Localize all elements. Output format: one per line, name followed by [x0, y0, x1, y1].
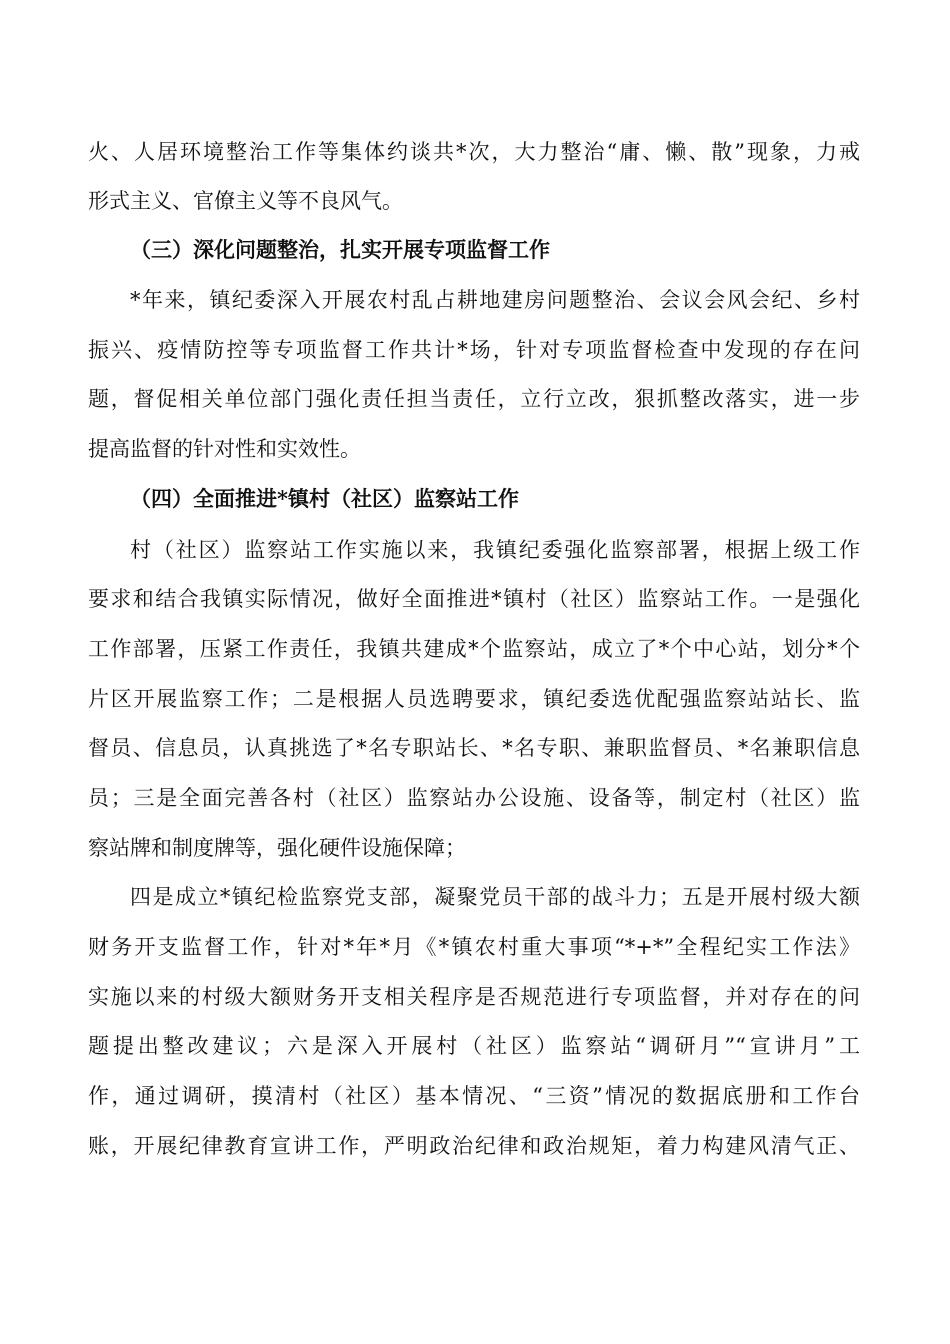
paragraph-2-line-4: 提高监督的针对性和实效性。: [88, 437, 361, 461]
paragraph-3-line-5: 督员、信息员，认真挑选了*名专职站长、*名专职、兼职监督员、*名兼职信息: [88, 736, 860, 760]
paragraph-3-line-3: 工作部署，压紧工作责任，我镇共建成*个监察站，成立了*个中心站，划分*个: [88, 637, 860, 661]
paragraph-4-line-1: 四是成立*镇纪检监察党支部，凝聚党员干部的战斗力；五是开展村级大额: [130, 885, 860, 909]
paragraph-2-line-3: 题，督促相关单位部门强化责任担当责任，立行立改，狠抓整改落实，进一步: [88, 387, 860, 411]
paragraph-1-line-1: 火、人居环境整治工作等集体约谈共*次，大力整治“庸、懒、散”现象，力戒: [88, 140, 860, 164]
section-heading-4: （四）全面推进*镇村（社区）监察站工作: [130, 486, 519, 511]
paragraph-4-line-3: 实施以来的村级大额财务开支相关程序是否规范进行专项监督，并对存在的问: [88, 985, 860, 1009]
paragraph-1-line-2: 形式主义、官僚主义等不良风气。: [88, 189, 403, 213]
paragraph-4-line-4: 题提出整改建议；六是深入开展村（社区）监察站“调研月”“宣讲月”工: [88, 1034, 860, 1058]
paragraph-2-line-2: 振兴、疫情防控等专项监督工作共计*场，针对专项监督检查中发现的存在问: [88, 338, 860, 362]
paragraph-4-line-5: 作，通过调研，摸清村（社区）基本情况、“三资”情况的数据底册和工作台: [88, 1084, 860, 1108]
paragraph-3-line-2: 要求和结合我镇实际情况，做好全面推进*镇村（社区）监察站工作。一是强化: [88, 587, 860, 611]
paragraph-3-line-7: 察站牌和制度牌等，强化硬件设施保障；: [88, 836, 466, 860]
paragraph-4-line-2: 财务开支监督工作，针对*年*月《*镇农村重大事项“*+*”全程纪实工作法》: [88, 935, 860, 959]
paragraph-3-line-6: 员；三是全面完善各村（社区）监察站办公设施、设备等，制定村（社区）监: [88, 786, 860, 810]
section-heading-3: （三）深化问题整治，扎实开展专项监督工作: [130, 237, 550, 262]
paragraph-3-line-1: 村（社区）监察站工作实施以来，我镇纪委强化监察部署，根据上级工作: [130, 538, 860, 562]
paragraph-3-line-4: 片区开展监察工作；二是根据人员选聘要求，镇纪委选优配强监察站站长、监: [88, 687, 860, 711]
paragraph-2-line-1: *年来，镇纪委深入开展农村乱占耕地建房问题整治、会议会风会纪、乡村: [130, 288, 860, 312]
paragraph-4-line-6: 账，开展纪律教育宣讲工作，严明政治纪律和政治规矩，着力构建风清气正、: [88, 1134, 860, 1158]
